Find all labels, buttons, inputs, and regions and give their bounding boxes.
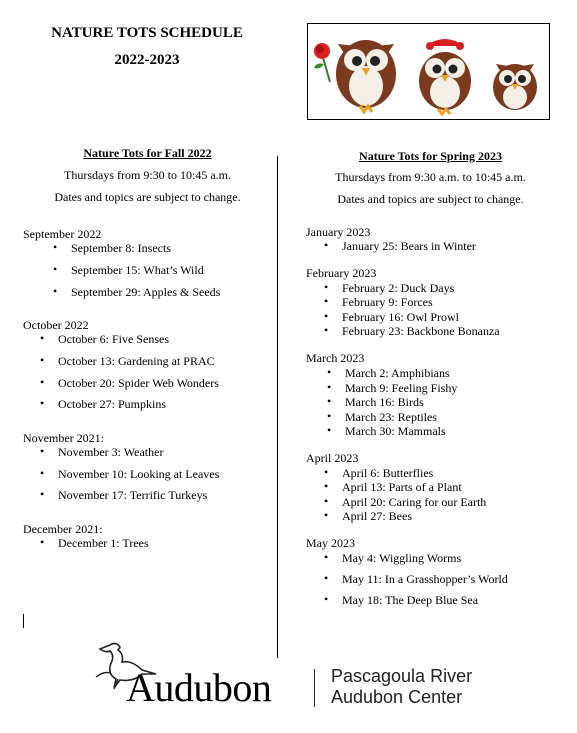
spring-month: April 2023 <box>306 451 359 465</box>
audubon-wordmark: Audubon <box>126 665 272 710</box>
list-item: • February 2: Duck Days <box>342 281 454 296</box>
list-item: • October 6: Five Senses <box>58 332 169 347</box>
list-item: • May 18: The Deep Blue Sea <box>342 593 478 608</box>
spring-month: January 2023 <box>306 225 371 239</box>
list-item: • September 8: Insects <box>71 241 171 256</box>
list-item: • February 9: Forces <box>342 295 433 310</box>
list-item: • April 6: Butterflies <box>342 466 433 481</box>
rose-icon <box>314 43 330 82</box>
list-item: • December 1: Trees <box>58 536 149 551</box>
text-cursor <box>23 614 24 628</box>
list-item: • April 27: Bees <box>342 509 412 524</box>
list-item: • September 15: What’s Wild <box>71 263 204 278</box>
list-item: • January 25: Bears in Winter <box>342 239 476 254</box>
list-item: • October 20: Spider Web Wonders <box>58 376 219 391</box>
fall-month: September 2022 <box>23 227 102 241</box>
owl-small-icon <box>493 64 537 110</box>
list-item: • March 23: Reptiles <box>345 410 437 425</box>
center-name-line1: Pascagoula River <box>331 666 473 686</box>
list-item: • March 30: Mammals <box>345 424 446 439</box>
spring-month: May 2023 <box>306 536 355 550</box>
three-owls-icon <box>308 24 549 119</box>
page-title: NATURE TOTS SCHEDULE <box>51 25 243 41</box>
spring-heading: Nature Tots for Spring 2023 <box>359 149 502 163</box>
fall-month: November 2021: <box>23 431 104 445</box>
fall-month: October 2022 <box>23 318 89 332</box>
list-item: • February 16: Owl Prowl <box>342 310 459 325</box>
page-years: 2022-2023 <box>114 52 180 68</box>
list-item: • April 13: Parts of a Plant <box>342 480 462 495</box>
list-item: • March 9: Feeling Fishy <box>345 381 457 396</box>
fall-note: Dates and topics are subject to change. <box>54 190 241 204</box>
list-item: • February 23: Backbone Bonanza <box>342 324 500 339</box>
list-item: • September 29: Apples & Seeds <box>71 285 220 300</box>
spring-note: Dates and topics are subject to change. <box>337 192 524 206</box>
list-item: • October 13: Gardening at PRAC <box>58 354 215 369</box>
spring-month: March 2023 <box>306 351 365 365</box>
list-item: • November 10: Looking at Leaves <box>58 467 219 482</box>
center-name-line2: Audubon Center <box>331 687 463 707</box>
owls-illustration <box>307 23 550 120</box>
list-item: • April 20: Caring for our Earth <box>342 495 486 510</box>
list-item: • May 11: In a Grasshopper’s World <box>342 572 508 587</box>
spring-time: Thursdays from 9:30 a.m. to 10:45 a.m. <box>335 170 526 184</box>
list-item: • March 16: Birds <box>345 395 424 410</box>
fall-heading: Nature Tots for Fall 2022 <box>83 146 212 160</box>
owl-large-icon <box>336 40 396 112</box>
logo-separator <box>314 669 315 707</box>
fall-month: December 2021: <box>23 522 103 536</box>
list-item: • March 2: Amphibians <box>345 366 450 381</box>
column-divider <box>277 156 278 658</box>
list-item: • November 17: Terrific Turkeys <box>58 488 207 503</box>
fall-time: Thursdays from 9:30 to 10:45 a.m. <box>64 168 231 182</box>
spring-month: February 2023 <box>306 266 377 280</box>
list-item: • May 4: Wiggling Worms <box>342 551 461 566</box>
list-item: • October 27: Pumpkins <box>58 397 166 412</box>
owl-medium-icon <box>419 39 471 114</box>
list-item: • November 3: Weather <box>58 445 163 460</box>
